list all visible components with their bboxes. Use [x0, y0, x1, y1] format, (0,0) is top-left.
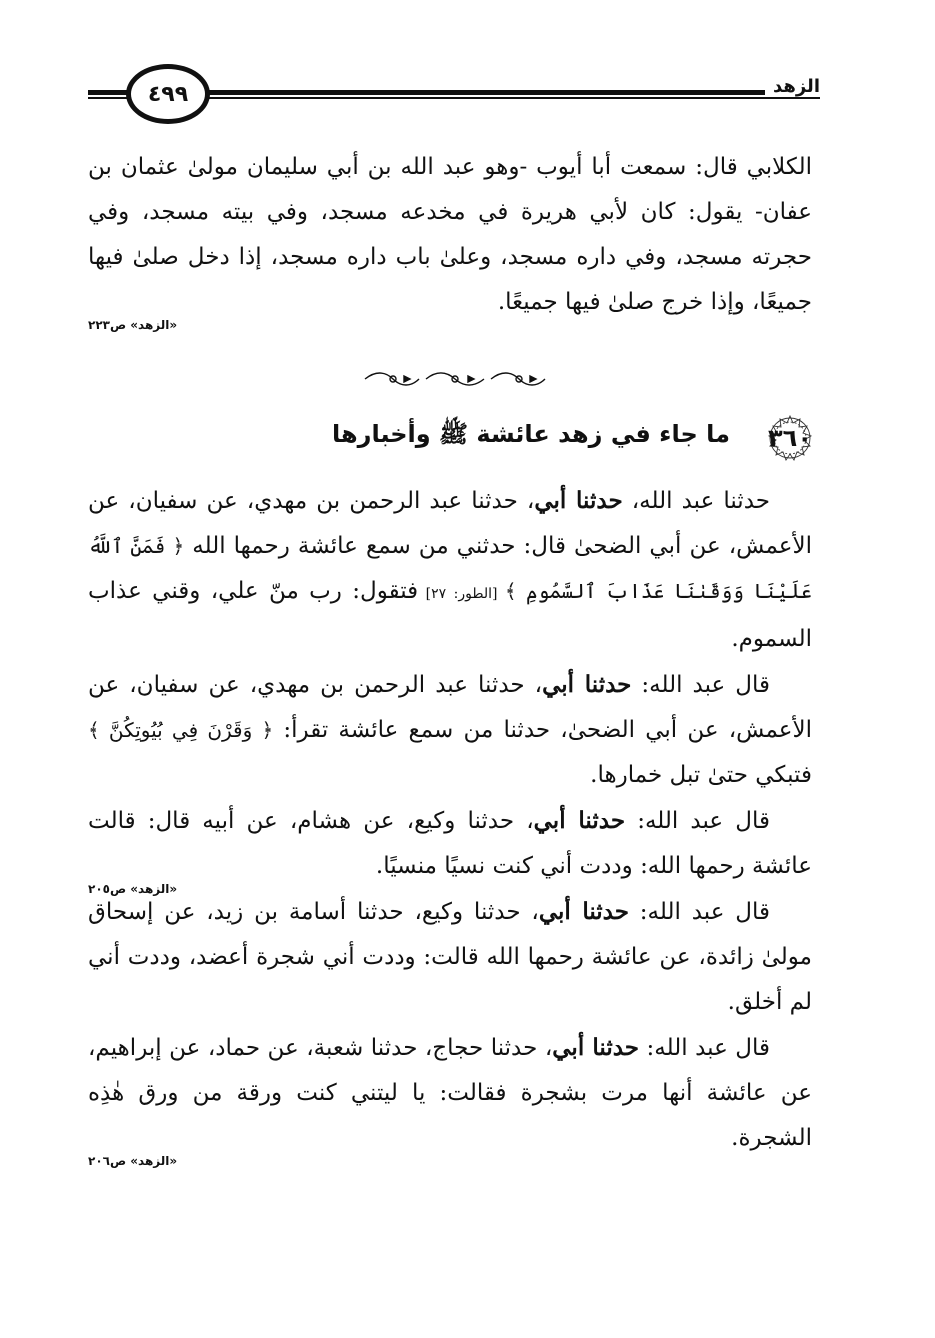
main-text [88, 478, 812, 1184]
hadith-paragraph: قال عبد الله: حدثنا أبي، حدثنا حجاج، حدثنا شعبة، عن حماد، عن إبراهيم، عن عائشة أنها مرت بشجرة فقالت: يا ليتني كنت ورقة من ورق هٰذِه الشجرة. [88, 1034, 812, 1151]
hadith-paragraph: قال عبد الله: حدثنا أبي، حدثنا عبد الرحمن بن مهدي، عن سفيان، عن الأعمش، عن أبي الضحىٰ، حدثنا من سمع عائشة تقرأ: ﴿ وَقَرْنَ فِي بُيُوتِكُنَّ ﴾ فتبكي حتىٰ تبل خمارها. [88, 671, 812, 788]
quran-verse: ﴿ وَقَرْنَ فِي بُيُوتِكُنَّ ﴾ [88, 718, 274, 742]
verse-reference: [الطور: ٢٧] [418, 586, 505, 602]
top-block [88, 145, 812, 348]
page-header [88, 60, 820, 130]
page-number: ٤٩٩ [126, 64, 210, 124]
source-reference: «الزهد» ص٢٢٣ [88, 318, 178, 332]
section-heading [230, 415, 820, 465]
section-title: ما جاء في زهد عائشة ﷺ وأخبارها [331, 420, 730, 448]
source-reference: «الزهد» ص٢٠٦ [88, 1154, 178, 1168]
hadith-paragraph: حدثنا عبد الله، حدثنا أبي، حدثنا عبد الرحمن بن مهدي، عن سفيان، عن الأعمش، عن أبي الضحىٰ قال: حدثني من سمع عائشة رحمها الله ﴿ فَمَنَّ ٱللَّهُ عَلَيْنَا وَوَقَىٰنَا عَذَابَ ٱلسَّمُومِ ﴾ [الطور: ٢٧] فتقول: رب منّ علي، وقني عذاب السموم. [88, 487, 812, 652]
quran-verse: ﴿ فَمَنَّ ٱللَّهُ عَلَيْنَا وَوَقَىٰنَا عَذَابَ ٱلسَّمُومِ ﴾ [88, 534, 812, 603]
continuation-paragraph: الكلابي قال: سمعت أبا أيوب -وهو عبد الله بن أبي سليمان مولىٰ عثمان بن عفان- يقول: كان لأبي هريرة في مخدعه مسجد، وفي بيته مسجد، وفي حجرته مسجد، وفي داره مسجد، وعلىٰ باب داره مسجد، إذا دخل صلىٰ فيها جميعًا، وإذا خرج صلىٰ فيها جميعًا. [88, 154, 812, 315]
source-reference: «الزهد» ص٢٠٥ [88, 882, 178, 896]
running-title: الزهد [765, 76, 820, 97]
section-number-badge: ٣٦٠ [760, 415, 820, 461]
hadith-paragraph: قال عبد الله: حدثنا أبي، حدثنا وكيع، حدثنا أسامة بن زيد، عن إسحاق مولىٰ زائدة، عن عائشة رحمها الله قالت: وددت أني شجرة أعضد، وددت أني لم أخلق. [88, 898, 812, 1015]
ornament-divider-icon [360, 368, 550, 390]
hadith-paragraph: قال عبد الله: حدثنا أبي، حدثنا وكيع، عن هشام، عن أبيه قال: قالت عائشة رحمها الله: وددت أني كنت نسيًا منسيًا. [88, 807, 812, 879]
